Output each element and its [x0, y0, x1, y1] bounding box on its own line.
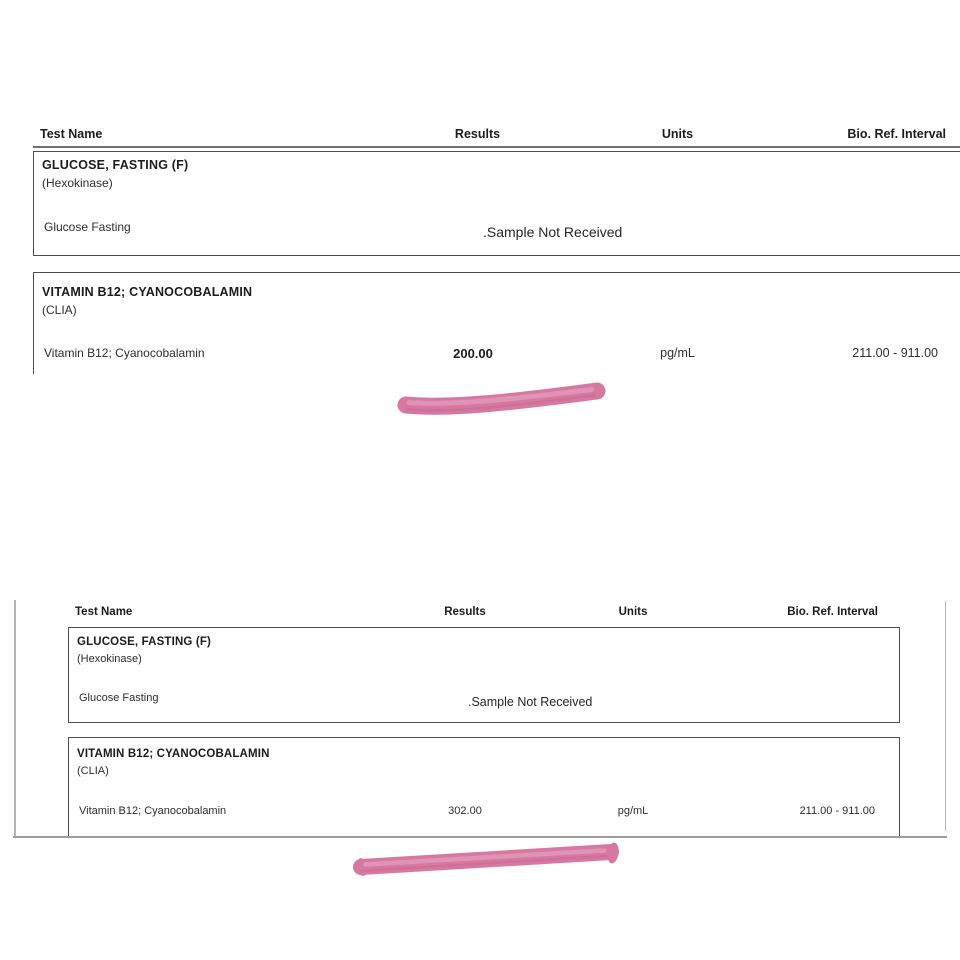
glucose-test-name: Glucose Fasting — [79, 692, 159, 704]
vitamin-panel-method: (CLIA) — [77, 765, 109, 777]
vitamin-ref-interval-value: 211.00 - 911.00 — [852, 346, 938, 360]
page-bottom-edge — [13, 836, 947, 838]
column-header-results: Results — [444, 606, 486, 618]
pink-marker-stroke-bottom — [346, 839, 631, 881]
vitamin-result-value: 200.00 — [453, 346, 493, 361]
column-header-results: Results — [454, 127, 501, 141]
vitamin-ref-interval-value: 211.00 - 911.00 — [799, 805, 875, 817]
column-header-test-name: Test Name — [75, 606, 133, 618]
vitamin-units-value: pg/mL — [660, 346, 695, 360]
glucose-panel-method: (Hexokinase) — [42, 176, 113, 190]
vitamin-panel-title: VITAMIN B12; CYANOCOBALAMIN — [77, 748, 270, 760]
page-right-edge — [945, 601, 947, 831]
pink-marker-stroke-top — [392, 374, 612, 420]
page-left-edge — [14, 600, 16, 838]
column-header-units: Units — [661, 127, 694, 141]
vitamin-test-name: Vitamin B12; Cyanocobalamin — [44, 346, 205, 360]
column-header-units: Units — [618, 606, 648, 618]
header-separator-line — [33, 146, 960, 148]
vitamin-panel-method: (CLIA) — [42, 303, 77, 317]
column-header-ref-interval: Bio. Ref. Interval — [787, 606, 878, 618]
glucose-panel-method: (Hexokinase) — [77, 653, 142, 665]
glucose-panel-title: GLUCOSE, FASTING (F) — [77, 636, 211, 648]
vitamin-units-value: pg/mL — [617, 805, 649, 817]
glucose-result-status: .Sample Not Received — [468, 695, 593, 709]
vitamin-result-value: 302.00 — [448, 805, 482, 817]
vitamin-panel-title: VITAMIN B12; CYANOCOBALAMIN — [42, 285, 253, 299]
column-header-test-name: Test Name — [40, 127, 103, 141]
glucose-test-name: Glucose Fasting — [44, 220, 131, 234]
glucose-result-status: .Sample Not Received — [483, 224, 623, 240]
vitamin-test-name: Vitamin B12; Cyanocobalamin — [79, 805, 227, 817]
glucose-panel-title: GLUCOSE, FASTING (F) — [42, 158, 189, 172]
column-header-ref-interval: Bio. Ref. Interval — [847, 127, 946, 141]
